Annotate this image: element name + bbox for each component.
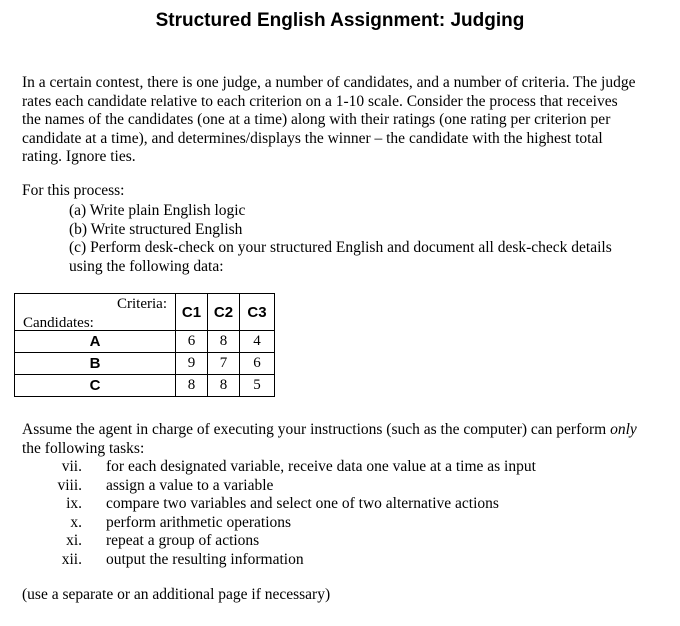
assume-line1: Assume the agent in charge of executing your instructions (such as the computer) can perform (22, 421, 611, 438)
rating-cell: 8 (176, 375, 208, 397)
intro-line: In a certain contest, there is one judge, a number of candidates, and a number of criteria. The judge (22, 74, 636, 91)
list-item (40, 495, 536, 514)
task-number: xii. (61, 550, 82, 568)
rating-cell: 6 (240, 353, 275, 375)
table-row (15, 331, 275, 353)
list-item (40, 514, 536, 533)
task-text: output the resulting information (106, 550, 304, 568)
ratings-table (14, 293, 275, 397)
task-number: xi. (66, 532, 82, 550)
intro-paragraph (22, 74, 662, 167)
sub-item: (a) Write plain English logic (69, 202, 246, 219)
rating-cell: 8 (208, 375, 240, 397)
rating-cell: 6 (176, 331, 208, 353)
tasks-list (40, 458, 536, 570)
task-number: vii. (61, 458, 82, 475)
task-number: x. (70, 513, 82, 531)
task-text: compare two variables and select one of two alternative actions (106, 495, 499, 513)
criterion-header: C2 (208, 294, 240, 331)
intro-line: candidate at a time), and determines/displays the winner – the candidate with the highest total (22, 129, 603, 147)
sub-items-list (69, 202, 669, 276)
task-text: perform arithmetic operations (106, 513, 292, 531)
list-item (40, 532, 536, 551)
rating-cell: 4 (240, 331, 275, 353)
assume-line2: the following tasks: (22, 439, 145, 457)
rating-cell: 5 (240, 375, 275, 397)
page-title: Structured English Assignment: Judging (155, 10, 525, 31)
table-header-corner (15, 294, 176, 331)
assume-paragraph (22, 421, 672, 458)
task-text: repeat a group of actions (106, 532, 260, 550)
table-row (15, 353, 275, 375)
rating-cell: 8 (208, 331, 240, 353)
list-item (40, 458, 536, 477)
candidate-name: B (15, 353, 176, 375)
list-item (40, 551, 536, 570)
rating-cell: 7 (208, 353, 240, 375)
footer-note: (use a separate or an additional page if necessary) (22, 586, 331, 603)
sub-item: using the following data: (69, 257, 224, 275)
intro-line: the names of the candidates (one at a time) along with their ratings (one rating per criterion per (22, 111, 611, 128)
table-row (15, 375, 275, 397)
rating-cell: 9 (176, 353, 208, 375)
list-item (40, 477, 536, 496)
assume-emphasis: only (610, 421, 637, 438)
criterion-header: C1 (176, 294, 208, 331)
criteria-label: Criteria: (117, 296, 167, 312)
candidates-label: Candidates: (23, 315, 94, 331)
task-text: for each designated variable, receive data one value at a time as input (106, 458, 536, 475)
candidate-name: A (15, 331, 176, 353)
task-number: ix. (66, 495, 82, 513)
candidate-name: C (15, 375, 176, 397)
sub-item: (b) Write structured English (69, 220, 243, 238)
intro-line: rating. Ignore ties. (22, 148, 136, 165)
task-number: viii. (57, 476, 82, 494)
for-process-label: For this process: (22, 182, 125, 199)
intro-line: rates each candidate relative to each criterion on a 1-10 scale. Consider the process that receives (22, 92, 618, 110)
sub-item: (c) Perform desk-check on your structured English and document all desk-check details (69, 239, 612, 256)
task-text: assign a value to a variable (106, 476, 274, 494)
criterion-header: C3 (240, 294, 275, 331)
